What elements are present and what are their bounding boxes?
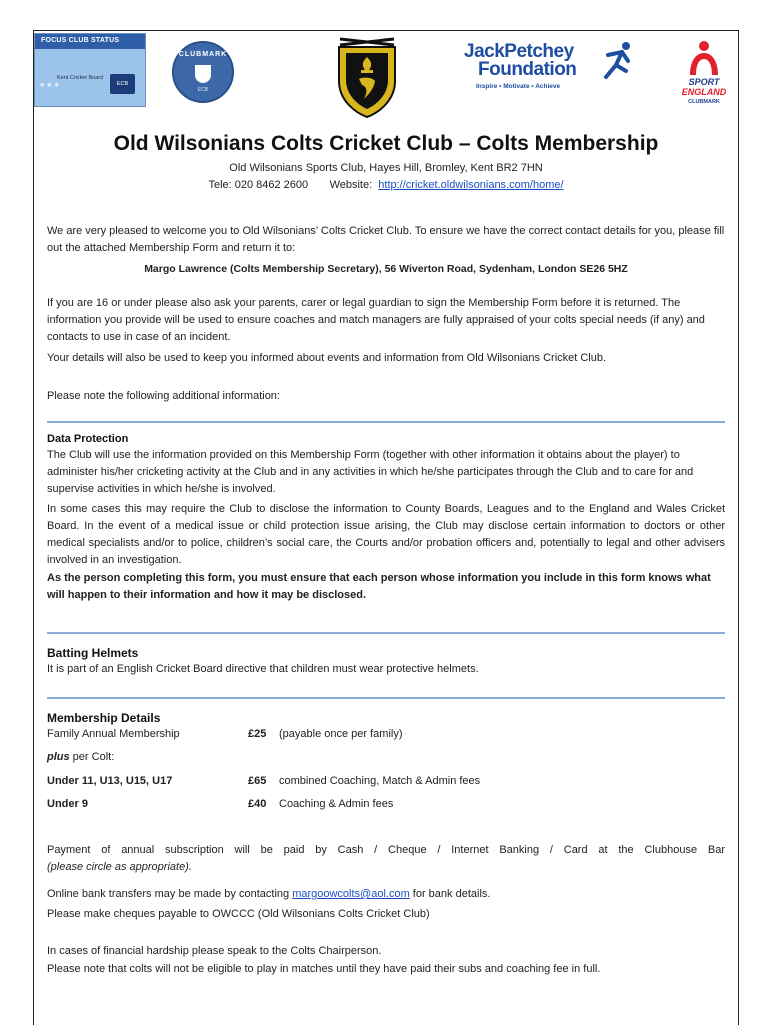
details-use-paragraph: Your details will also be used to keep you informed about events and information from Old Wilsonians Cricket Club. xyxy=(47,352,607,364)
fee-row xyxy=(47,775,725,792)
family-membership-row xyxy=(47,728,725,745)
fee-row xyxy=(47,798,725,815)
bank-transfer-text: Online bank transfers may be made by contacting xyxy=(47,888,293,900)
payment-methods-line: Payment of annual subscription will be paid by Cash / Cheque / Internet Banking / Card at the Clubhouse Bar xyxy=(47,844,725,856)
fee-row-note: combined Coaching, Match & Admin fees xyxy=(279,775,481,787)
document-page xyxy=(33,30,739,1025)
bank-transfer-text-end: for bank details. xyxy=(409,888,491,900)
clubmark-shield-icon xyxy=(195,65,211,83)
website-link[interactable]: http://cricket.oldwilsonians.com/home/ xyxy=(378,179,564,191)
data-protection-paragraph-1: The Club will use the information provided on this Membership Form (together with other information it obtains about the player) to administer his/her cricketing activity at the Club and in any activities in which he/she participates through the Club and to care for and supervise activities in which he/she is involved. xyxy=(47,449,694,495)
family-membership-note: (payable once per family) xyxy=(279,728,403,740)
club-address: Old Wilsonians Sports Club, Hayes Hill, Bromley, Kent BR2 7HN xyxy=(229,162,543,174)
hardship-line: In cases of financial hardship please speak to the Colts Chairperson. xyxy=(47,945,382,957)
club-crest-icon xyxy=(334,37,400,119)
sport-england-line2: ENGLAND xyxy=(681,87,727,97)
focus-logo-badge: ECB xyxy=(110,74,135,94)
section-divider xyxy=(47,421,725,423)
sport-england-logo-text xyxy=(674,77,734,97)
batting-helmets-text: It is part of an English Cricket Board directive that children must wear protective helmets. xyxy=(47,663,479,675)
eligibility-line: Please note that colts will not be eligible to play in matches until they have paid their subs and coaching fee in full. xyxy=(47,963,601,975)
sport-england-mark-icon xyxy=(674,39,734,77)
cheques-line: Please make cheques payable to OWCCC (Old Wilsonians Colts Cricket Club) xyxy=(47,908,430,920)
club-crest-logo xyxy=(334,37,400,119)
bank-email-link[interactable]: margoowcolts@aol.com xyxy=(292,888,410,900)
website-label: Website: xyxy=(329,179,373,191)
data-protection-paragraph-3: As the person completing this form, you must ensure that each person whose information you include in this form knows what will happen to their information and how it may be disclosed. xyxy=(47,572,711,601)
intro-paragraph: We are very pleased to welcome you to Old Wilsonians’ Colts Cricket Club. To ensure we have the correct contact details for you, please fill out the attached Membership Form and return it to: xyxy=(47,225,725,254)
runner-icon xyxy=(600,41,634,79)
clubmark-logo xyxy=(172,41,234,103)
page-title: Old Wilsonians Colts Cricket Club – Colts Membership xyxy=(113,132,659,155)
membership-details-heading: Membership Details xyxy=(47,711,161,725)
jack-petchey-logo-tagline: Inspire • Motivate • Achieve xyxy=(476,83,561,90)
section-divider xyxy=(47,632,725,634)
logo-strip xyxy=(34,31,738,126)
focus-logo-title: FOCUS CLUB STATUS xyxy=(41,37,120,44)
data-protection-paragraph-2: In some cases this may require the Club to disclose the information to County Boards, Leagues and to the England and Wales Cricket Board. In the event of a medical issue or child protection issue arising, the Club may disclose certain information to doctors or other medical specialists and/or to police, children’s social care, the Courts and/or probation officers and, potentially to legal and other advisers involved in an investigation. xyxy=(47,503,725,566)
additional-info-note: Please note the following additional information: xyxy=(47,390,280,402)
batting-helmets-heading: Batting Helmets xyxy=(47,646,139,660)
clubmark-logo-text: CLUBMARK xyxy=(178,51,228,58)
sport-england-logo xyxy=(674,39,734,109)
plus-word: plus xyxy=(47,751,70,763)
family-membership-price: £25 xyxy=(248,728,267,740)
payment-methods-note: (please circle as appropriate). xyxy=(47,861,192,873)
focus-logo-stars: ★★★ xyxy=(39,82,61,89)
sport-england-line3: CLUBMARK xyxy=(688,99,720,105)
fee-row-label: Under 11, U13, U15, U17 xyxy=(47,775,173,787)
data-protection-heading: Data Protection xyxy=(47,433,129,445)
fee-row-price: £40 xyxy=(248,798,267,810)
per-colt-text: per Colt: xyxy=(69,751,115,763)
return-address: Margo Lawrence (Colts Membership Secretary), 56 Wiverton Road, Sydenham, London SE26 5HZ xyxy=(144,263,628,275)
focus-logo-subtitle: Kent Cricket Board xyxy=(57,75,104,81)
jack-petchey-logo-line2: Foundation xyxy=(478,59,577,80)
section-divider xyxy=(47,697,725,699)
family-membership-label: Family Annual Membership xyxy=(47,728,180,740)
focus-club-status-logo xyxy=(34,33,146,107)
fee-row-price: £65 xyxy=(248,775,267,787)
fee-row-note: Coaching & Admin fees xyxy=(279,798,394,810)
plus-per-colt-line xyxy=(47,751,725,768)
sport-england-line1: SPORT xyxy=(688,77,720,87)
bank-transfer-line xyxy=(47,886,725,903)
jack-petchey-logo-line1: JackPetchey xyxy=(464,41,574,62)
telephone: Tele: 020 8462 2600 xyxy=(208,179,309,191)
contact-line xyxy=(34,179,738,191)
guardian-paragraph: If you are 16 or under please also ask your parents, carer or legal guardian to sign the Membership Form before it is returned. The information you provide will be used to ensure coaches and match managers are fully appraised of your colts special needs (if any) and contacts to use in case of an incident. xyxy=(47,297,705,343)
plus-per-colt-text xyxy=(47,751,114,763)
jack-petchey-logo xyxy=(462,41,632,99)
clubmark-logo-sub: ECB xyxy=(197,87,209,93)
fee-row-label: Under 9 xyxy=(47,798,88,810)
